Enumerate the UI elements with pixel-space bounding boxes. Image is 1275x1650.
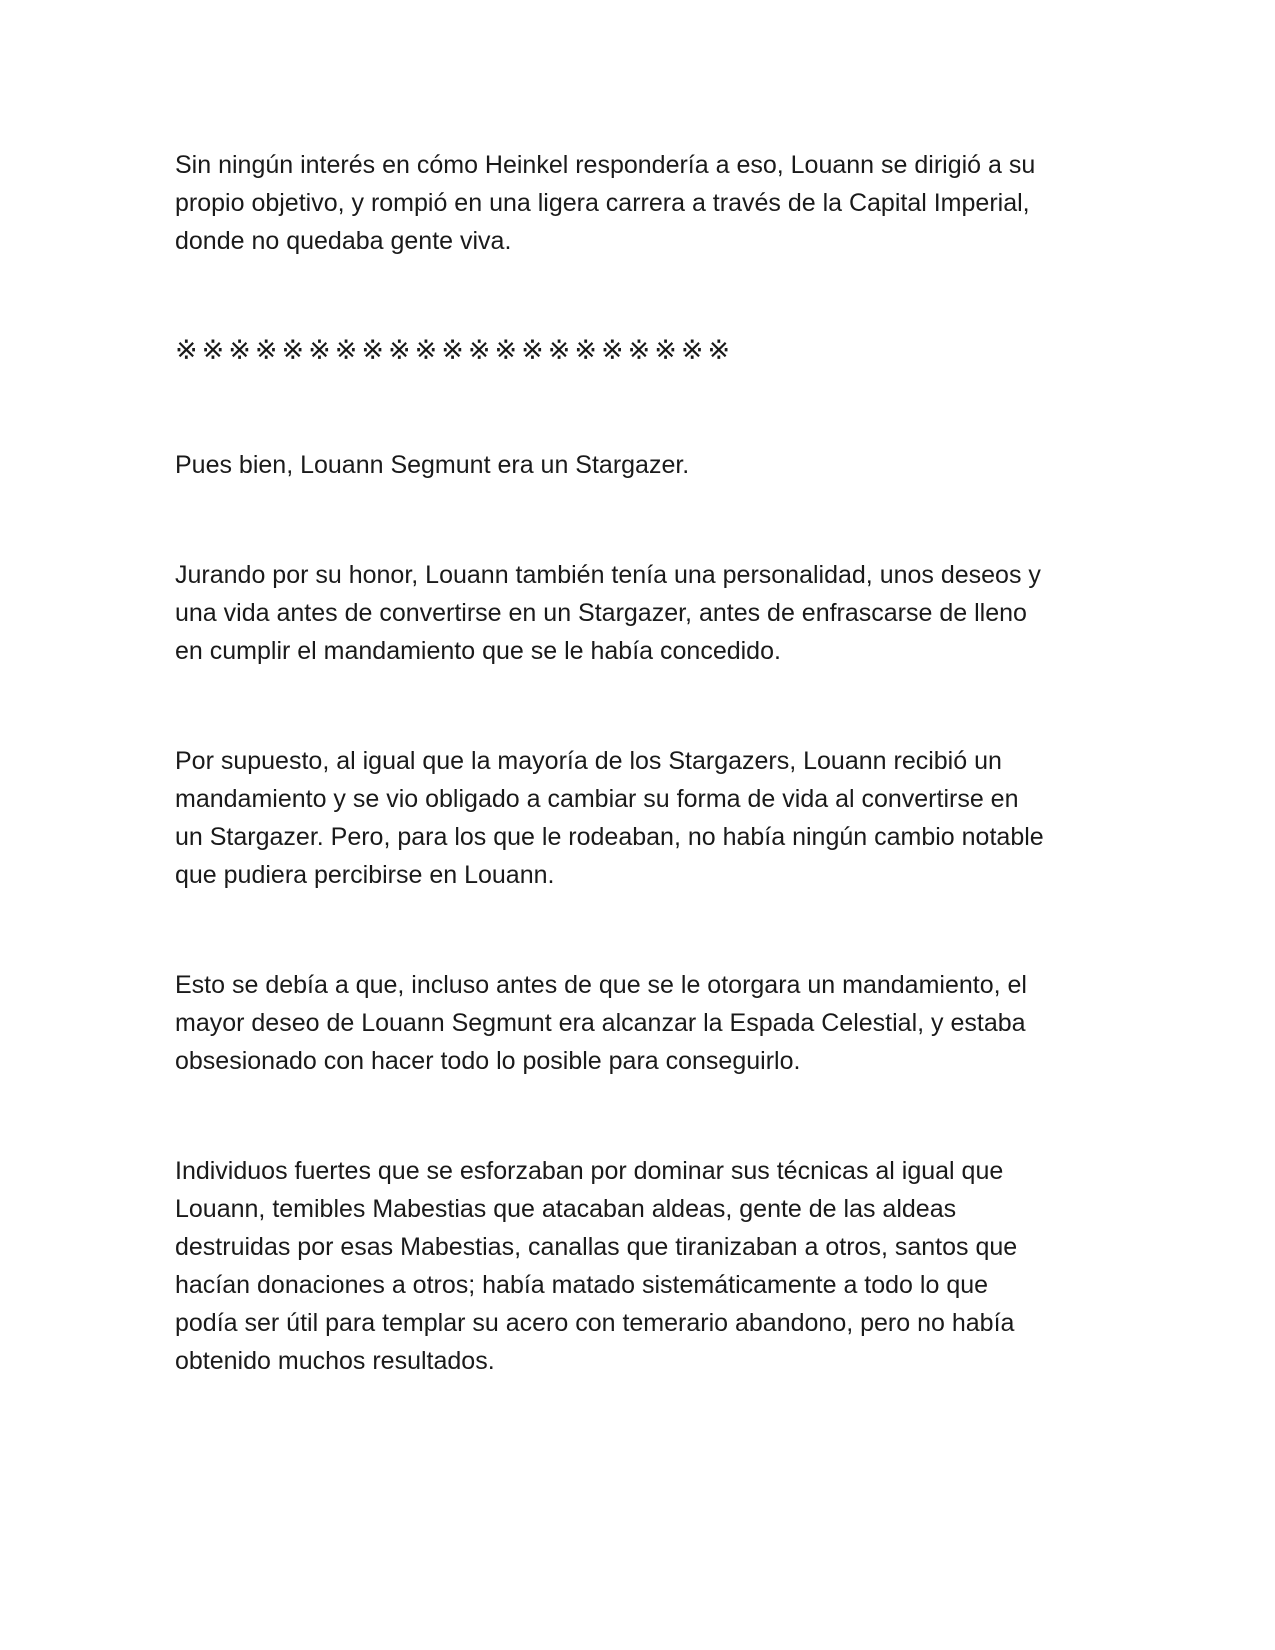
paragraph-6: Individuos fuertes que se esforzaban por dominar sus técnicas al igual que Louann, temibles Mabestias que atacaban aldeas, gente de las aldeas destruidas por esas Mabestias, canallas que tiranizaban a otros, santos que hacían donaciones a otros; había matado sistemáticamente a todo lo que podía ser útil para templar su acero con temerario abandono, pero no había obtenido muchos resultados.: [175, 1157, 1018, 1375]
paragraph-4: Por supuesto, al igual que la mayoría de los Stargazers, Louann recibió un mandamiento y se vio obligado a cambiar su forma de vida al convertirse en un Stargazer. Pero, para los que le rodeaban, no había ningún cambio notable que pudiera percibirse en Louann.: [175, 747, 1044, 889]
paragraph-1: Sin ningún interés en cómo Heinkel respondería a eso, Louann se dirigió a su propio objetivo, y rompió en una ligera carrera a través de la Capital Imperial, donde no quedaba gente viva.: [175, 151, 1036, 255]
paragraph-5: Esto se debía a que, incluso antes de que se le otorgara un mandamiento, el mayor deseo de Louann Segmunt era alcanzar la Espada Celestial, y estaba obsesionado con hacer todo lo posible para conseguirlo.: [175, 971, 1027, 1075]
document-body: [175, 146, 1105, 1380]
scene-separator: ※※※※※※※※※※※※※※※※※※※※※: [175, 335, 735, 366]
paragraph-3: Jurando por su honor, Louann también tenía una personalidad, unos deseos y una vida antes de convertirse en un Stargazer, antes de enfrascarse de lleno en cumplir el mandamiento que se le había concedido.: [175, 561, 1041, 665]
paragraph-2: Pues bien, Louann Segmunt era un Stargazer.: [175, 451, 690, 479]
